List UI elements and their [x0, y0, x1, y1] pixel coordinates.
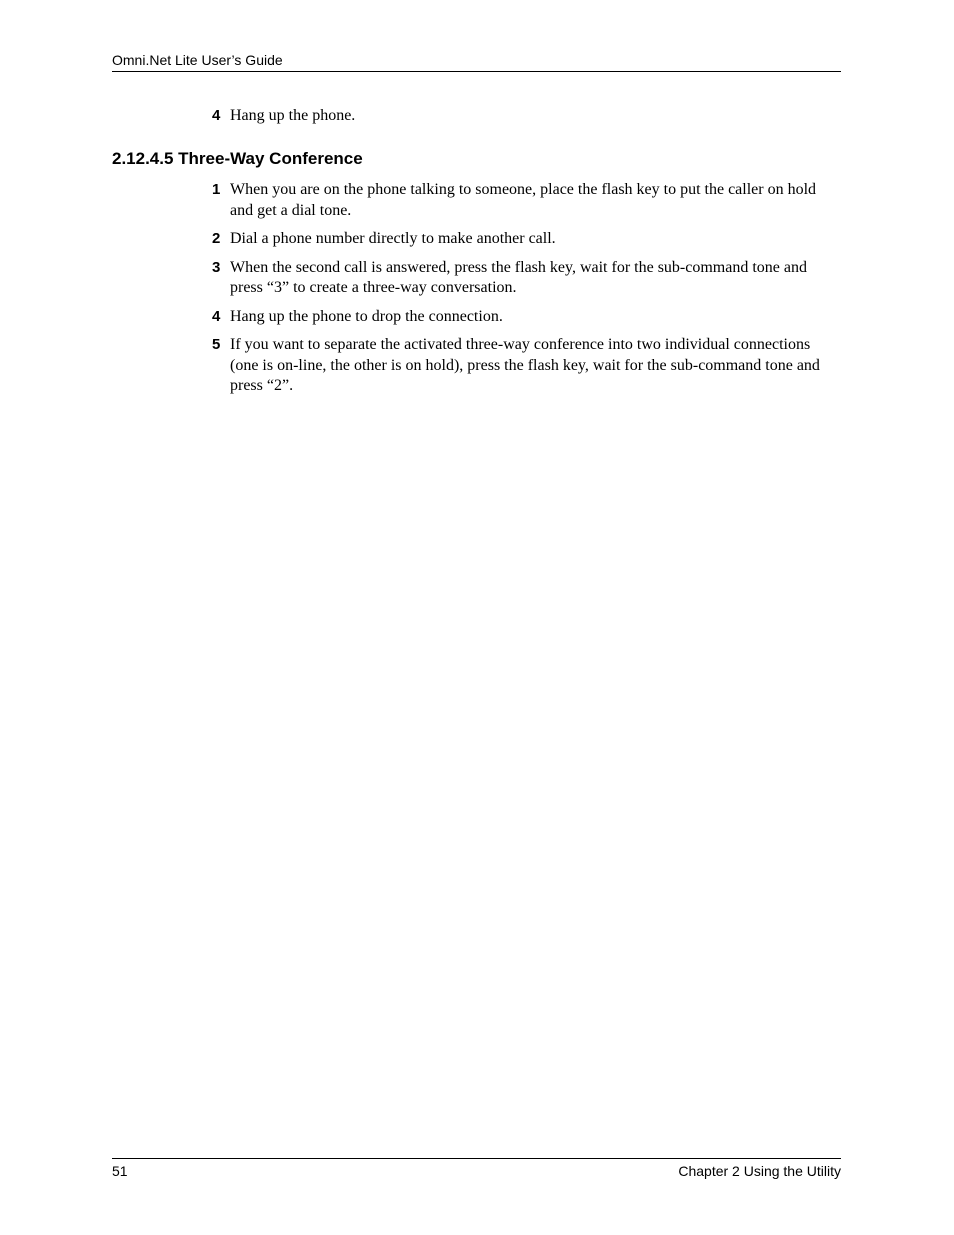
step-number: 1	[212, 181, 221, 198]
step-number: 2	[212, 230, 221, 247]
continued-step	[112, 106, 954, 127]
conference-steps-list	[112, 180, 841, 405]
page-header	[112, 51, 841, 72]
step-text: When the second call is answered, press the flash key, wait for the sub-command tone and press “3” to create a three-way conversation.	[230, 258, 807, 296]
step-text: Hang up the phone to drop the connection.	[230, 307, 503, 325]
list-item	[112, 229, 841, 250]
step-text: Hang up the phone.	[230, 107, 356, 124]
list-item	[112, 335, 841, 397]
list-item	[112, 180, 841, 221]
step-number: 3	[212, 258, 221, 276]
chapter-title: Chapter 2 Using the Utility	[678, 1163, 841, 1179]
section-heading: 2.12.4.5 Three-Way Conference	[112, 149, 363, 168]
guide-title: Omni.Net Lite User’s Guide	[112, 52, 283, 68]
step-text: If you want to separate the activated three-way conference into two individual connections (one is on-line, the other is on hold), press the flash key, wait for the sub-command tone and press “2”.	[230, 336, 820, 394]
list-item	[112, 258, 841, 299]
step-number: 5	[212, 336, 221, 353]
page-number: 51	[112, 1163, 128, 1179]
step-text: When you are on the phone talking to someone, place the flash key to put the caller on hold and get a dial tone.	[230, 181, 817, 219]
step-number: 4	[212, 107, 221, 124]
list-item	[112, 307, 841, 328]
page-footer	[112, 1158, 841, 1183]
step-text: Dial a phone number directly to make another call.	[230, 230, 556, 247]
step-number: 4	[212, 307, 221, 325]
